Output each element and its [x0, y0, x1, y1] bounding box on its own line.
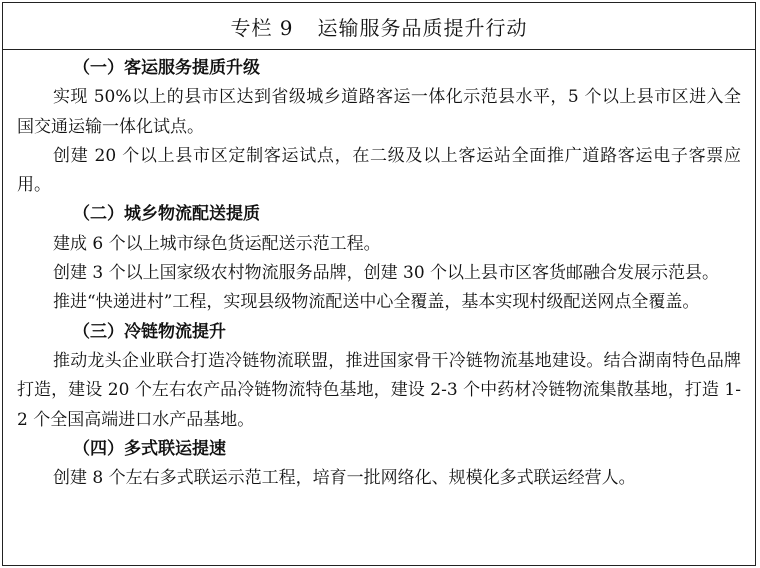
feature-box	[2, 2, 756, 566]
box-title-text: 运输服务品质提升行动	[317, 15, 528, 40]
section-1-paragraph-2: 创建 20 个以上县市区定制客运试点，在二级及以上客运站全面推广道路客运电子客票应用。	[17, 145, 741, 196]
section-heading-1: （一）客运服务提质升级	[73, 58, 260, 78]
box-title	[3, 3, 755, 50]
section-4-paragraph-1: 创建 8 个左右多式联运示范工程，培育一批网络化、规模化多式联运经营人。	[53, 468, 636, 489]
box-content	[3, 50, 755, 493]
section-heading-2: （二）城乡物流配送提质	[73, 204, 260, 225]
section-3-paragraph-1: 推动龙头企业联合打造冷链物流联盟，推进国家骨干冷链物流基地建设。结合湖南特色品牌打造，建设 20 个左右农产品冷链物流特色基地，建设 2-3 个中药材冷链物流集散基地，打造 1-2 个全国高端进口水产品基地。	[17, 350, 741, 430]
section-heading-4: （四）多式联运提速	[73, 438, 226, 459]
section-2-paragraph-3: 推进“快递进村”工程，实现县级物流配送中心全覆盖，基本实现村级配送网点全覆盖。	[53, 292, 700, 313]
section-heading-3: （三）冷链物流提升	[73, 321, 226, 342]
box-title-label: 专栏 9	[230, 15, 294, 40]
section-2-paragraph-1: 建成 6 个以上城市绿色货运配送示范工程。	[53, 233, 381, 254]
section-1-paragraph-1: 实现 50%以上的县市区达到省级城乡道路客运一体化示范县水平，5 个以上县市区进入全国交通运输一体化试点。	[17, 87, 741, 137]
section-2-paragraph-2: 创建 3 个以上国家级农村物流服务品牌，创建 30 个以上县市区客货邮融合发展示范县。	[53, 263, 720, 284]
